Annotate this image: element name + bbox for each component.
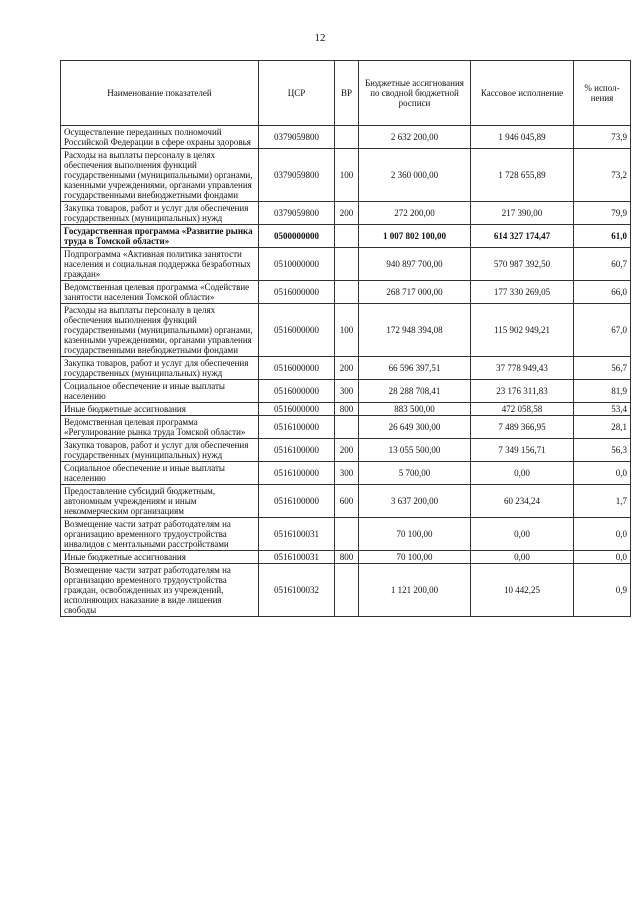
cell-vr (335, 416, 359, 439)
cell-vr: 300 (335, 462, 359, 485)
cell-budget: 70 100,00 (359, 518, 471, 551)
cell-pct: 73,2 (574, 149, 631, 202)
cell-vr (335, 518, 359, 551)
cell-cash: 37 778 949,43 (471, 357, 574, 380)
budget-execution-table (60, 60, 631, 617)
cell-csr: 0516100000 (259, 439, 335, 462)
cell-csr: 0516100000 (259, 416, 335, 439)
cell-pct: 73,9 (574, 126, 631, 149)
cell-pct: 0,0 (574, 551, 631, 564)
cell-pct: 0,0 (574, 462, 631, 485)
table-row (61, 485, 631, 518)
cell-cash: 614 327 174,47 (471, 225, 574, 248)
table-header-row (61, 61, 631, 126)
cell-pct: 66,0 (574, 281, 631, 304)
cell-pct: 53,4 (574, 403, 631, 416)
cell-csr: 0516100031 (259, 518, 335, 551)
cell-cash: 570 987 392,50 (471, 248, 574, 281)
table-row (61, 248, 631, 281)
cell-vr (335, 126, 359, 149)
cell-csr: 0516000000 (259, 357, 335, 380)
cell-budget: 2 360 000,00 (359, 149, 471, 202)
table-row (61, 462, 631, 485)
cell-name: Закупка товаров, работ и услуг для обеспечения государственных (муниципальных) нужд (61, 439, 259, 462)
cell-pct: 28,1 (574, 416, 631, 439)
cell-name: Социальное обеспечение и иные выплаты населению (61, 462, 259, 485)
cell-name: Государственная программа «Развитие рынка труда в Томской области» (61, 225, 259, 248)
table-row (61, 416, 631, 439)
cell-name: Социальное обеспечение и иные выплаты населению (61, 380, 259, 403)
table-row (61, 403, 631, 416)
cell-cash: 217 390,00 (471, 202, 574, 225)
cell-csr: 0510000000 (259, 248, 335, 281)
cell-name: Расходы на выплаты персоналу в целях обеспечения выполнения функций государственными (муниципальными) органами, казенными учреждениями, органами управления государственными внебюджетными фондами (61, 304, 259, 357)
cell-budget: 70 100,00 (359, 551, 471, 564)
cell-pct: 60,7 (574, 248, 631, 281)
header-budget: Бюджетные ассигнования по сводной бюджетной росписи (359, 61, 471, 126)
cell-budget: 28 288 708,41 (359, 380, 471, 403)
table-row (61, 518, 631, 551)
cell-name: Закупка товаров, работ и услуг для обеспечения государственных (муниципальных) нужд (61, 202, 259, 225)
cell-csr: 0500000000 (259, 225, 335, 248)
cell-cash: 60 234,24 (471, 485, 574, 518)
table-row (61, 126, 631, 149)
cell-cash: 0,00 (471, 462, 574, 485)
cell-vr: 200 (335, 439, 359, 462)
cell-budget: 1 121 200,00 (359, 564, 471, 617)
cell-pct: 61,0 (574, 225, 631, 248)
cell-budget: 272 200,00 (359, 202, 471, 225)
cell-pct: 79,9 (574, 202, 631, 225)
cell-budget: 172 948 394,08 (359, 304, 471, 357)
cell-pct: 56,3 (574, 439, 631, 462)
table-row (61, 304, 631, 357)
cell-cash: 115 902 949,21 (471, 304, 574, 357)
cell-csr: 0516100000 (259, 485, 335, 518)
cell-budget: 26 649 300,00 (359, 416, 471, 439)
table-row (61, 564, 631, 617)
cell-budget: 5 700,00 (359, 462, 471, 485)
cell-csr: 0516000000 (259, 304, 335, 357)
cell-name: Предоставление субсидий бюджетным, автономным учреждениям и иным некоммерческим организациям (61, 485, 259, 518)
header-vr: ВР (335, 61, 359, 126)
cell-name: Осуществление переданных полномочий Российской Федерации в сфере охраны здоровья (61, 126, 259, 149)
cell-cash: 7 349 156,71 (471, 439, 574, 462)
cell-name: Ведомственная целевая программа «Регулирование рынка труда Томской области» (61, 416, 259, 439)
cell-vr: 800 (335, 403, 359, 416)
cell-vr: 200 (335, 202, 359, 225)
cell-csr: 0516100032 (259, 564, 335, 617)
cell-name: Иные бюджетные ассигнования (61, 551, 259, 564)
cell-budget: 883 500,00 (359, 403, 471, 416)
header-name: Наименование показателей (61, 61, 259, 126)
header-pct: % испол-нения (574, 61, 631, 126)
cell-csr: 0516100031 (259, 551, 335, 564)
cell-vr: 800 (335, 551, 359, 564)
cell-name: Возмещение части затрат работодателям на организацию временного трудоустройства граждан, освобожденных из учреждений, исполняющих наказание в виде лишения свободы (61, 564, 259, 617)
table-row (61, 149, 631, 202)
cell-csr: 0379059800 (259, 149, 335, 202)
cell-vr (335, 281, 359, 304)
cell-pct: 1,7 (574, 485, 631, 518)
cell-vr (335, 225, 359, 248)
header-csr: ЦСР (259, 61, 335, 126)
header-cash: Кассовое исполнение (471, 61, 574, 126)
cell-pct: 0,0 (574, 518, 631, 551)
table-row (61, 357, 631, 380)
cell-vr: 600 (335, 485, 359, 518)
cell-csr: 0516000000 (259, 380, 335, 403)
cell-vr (335, 248, 359, 281)
cell-name: Возмещение части затрат работодателям на организацию временного трудоустройства инвалидов с ментальными расстройствами (61, 518, 259, 551)
cell-vr: 100 (335, 304, 359, 357)
cell-vr: 200 (335, 357, 359, 380)
cell-vr: 300 (335, 380, 359, 403)
cell-budget: 1 007 802 100,00 (359, 225, 471, 248)
cell-vr (335, 564, 359, 617)
cell-name: Закупка товаров, работ и услуг для обеспечения государственных (муниципальных) нужд (61, 357, 259, 380)
cell-cash: 177 330 269,05 (471, 281, 574, 304)
table-row (61, 281, 631, 304)
page-number: 12 (314, 32, 326, 44)
cell-budget: 13 055 500,00 (359, 439, 471, 462)
table-row (61, 551, 631, 564)
cell-cash: 1 946 045,89 (471, 126, 574, 149)
cell-name: Иные бюджетные ассигнования (61, 403, 259, 416)
cell-name: Подпрограмма «Активная политика занятости населения и социальная поддержка безработных граждан» (61, 248, 259, 281)
cell-cash: 0,00 (471, 518, 574, 551)
cell-cash: 7 489 366,95 (471, 416, 574, 439)
cell-budget: 66 596 397,51 (359, 357, 471, 380)
cell-pct: 0,9 (574, 564, 631, 617)
cell-name: Расходы на выплаты персоналу в целях обеспечения выполнения функций государственными (муниципальными) органами, казенными учреждениями, органами управления государственными внебюджетными фондами (61, 149, 259, 202)
table-row (61, 202, 631, 225)
cell-budget: 3 637 200,00 (359, 485, 471, 518)
cell-name: Ведомственная целевая программа «Содействие занятости населения Томской области» (61, 281, 259, 304)
table-row (61, 439, 631, 462)
cell-budget: 940 897 700,00 (359, 248, 471, 281)
cell-cash: 1 728 655,89 (471, 149, 574, 202)
cell-cash: 10 442,25 (471, 564, 574, 617)
cell-csr: 0379059800 (259, 202, 335, 225)
cell-budget: 268 717 000,00 (359, 281, 471, 304)
cell-cash: 472 058,58 (471, 403, 574, 416)
cell-cash: 0,00 (471, 551, 574, 564)
cell-csr: 0379059800 (259, 126, 335, 149)
cell-csr: 0516000000 (259, 281, 335, 304)
cell-pct: 67,0 (574, 304, 631, 357)
cell-csr: 0516000000 (259, 403, 335, 416)
cell-vr: 100 (335, 149, 359, 202)
table-row (61, 225, 631, 248)
cell-pct: 56,7 (574, 357, 631, 380)
table-row (61, 380, 631, 403)
cell-budget: 2 632 200,00 (359, 126, 471, 149)
cell-pct: 81,9 (574, 380, 631, 403)
cell-csr: 0516100000 (259, 462, 335, 485)
cell-cash: 23 176 311,83 (471, 380, 574, 403)
